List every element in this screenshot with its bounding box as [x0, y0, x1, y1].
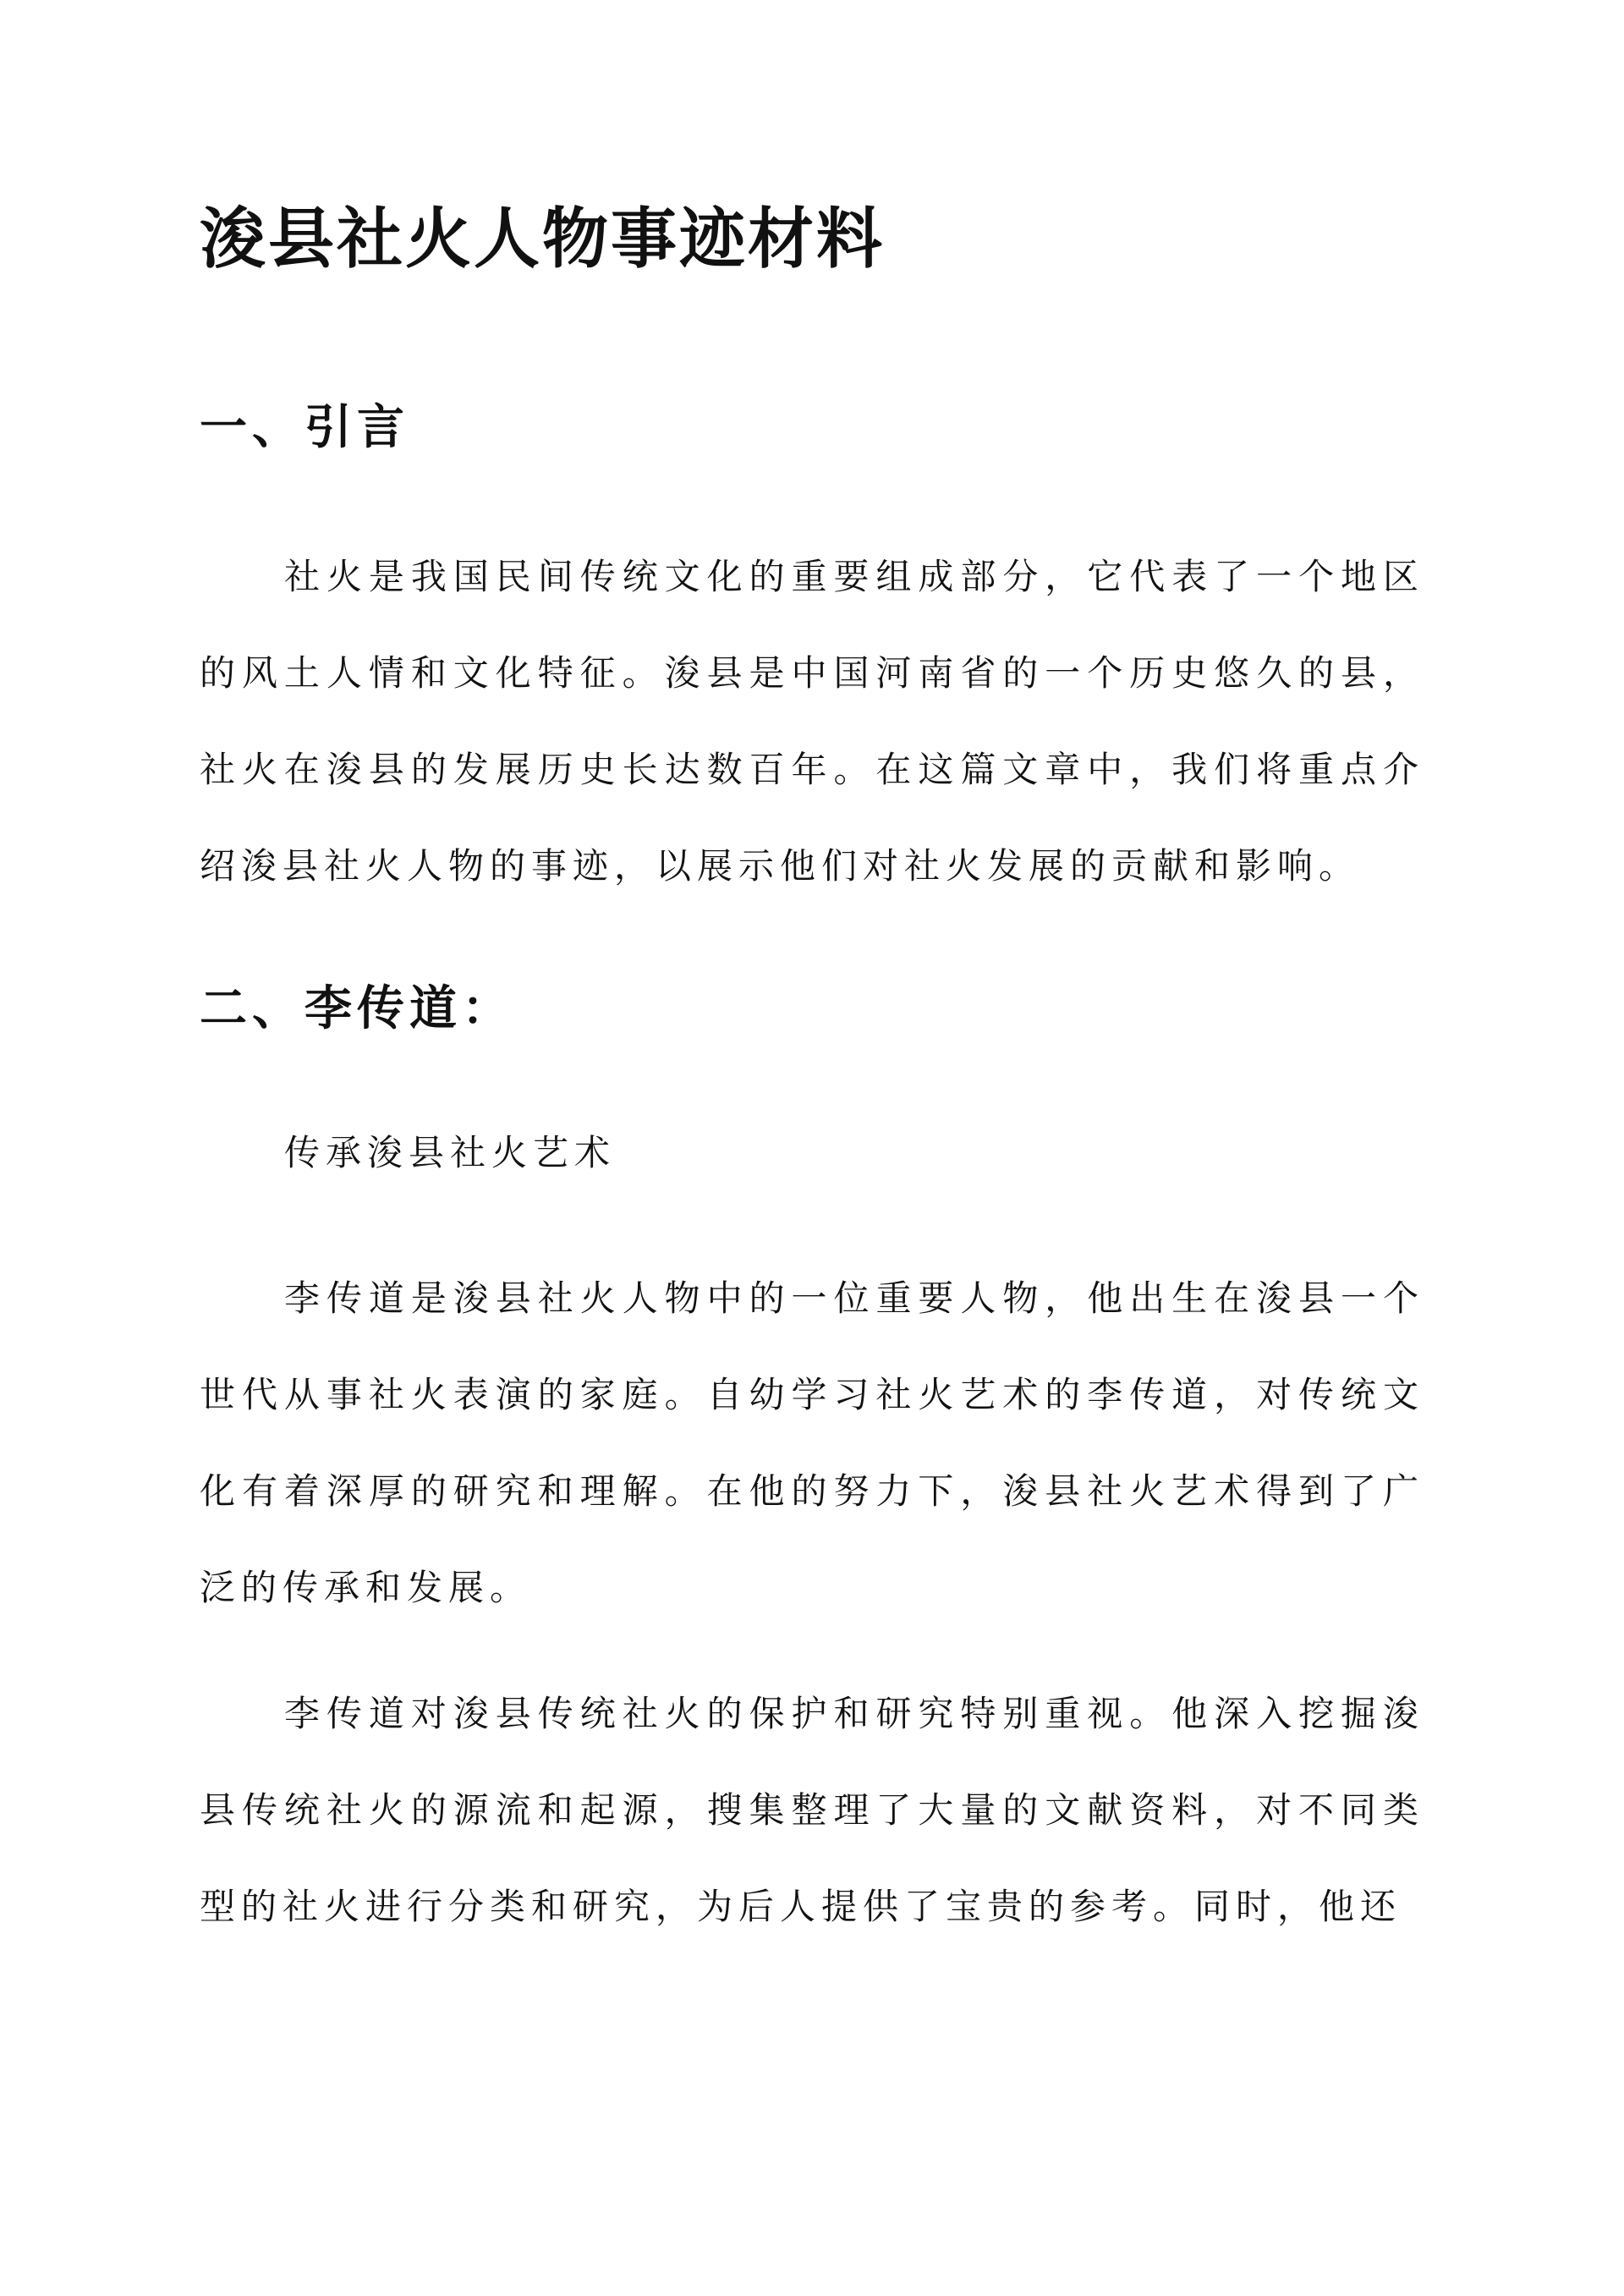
paragraph-introduction: 社火是我国民间传统文化的重要组成部分，它代表了一个地区的风土人情和文化特征。浚县是中国河南省的一个历史悠久的县，社火在浚县的发展历史长达数百年。在这篇文章中，我们将重点介绍浚县社火人物的事迹，以展示他们对社火发展的贡献和影响。: [200, 556, 1424, 887]
document-title: 浚县社火人物事迹材料: [200, 200, 886, 277]
paragraph-li-chuandao-1: 李传道是浚县社火人物中的一位重要人物，他出生在浚县一个世代从事社火表演的家庭。自幼学习社火艺术的李传道，对传统文化有着深厚的研究和理解。在他的努力下，浚县社火艺术得到了广泛的传承和发展。: [200, 1277, 1424, 1608]
section-heading-li-chuandao: 二、李传道：: [200, 980, 514, 1036]
section-subheading: 传承浚县社火艺术: [284, 1132, 617, 1173]
section-heading-introduction: 一、引言: [200, 399, 409, 455]
paragraph-li-chuandao-2: 李传道对浚县传统社火的保护和研究特别重视。他深入挖掘浚县传统社火的源流和起源，搜集整理了大量的文献资料，对不同类型的社火进行分类和研究，为后人提供了宝贵的参考。同时，他还: [200, 1693, 1424, 1927]
